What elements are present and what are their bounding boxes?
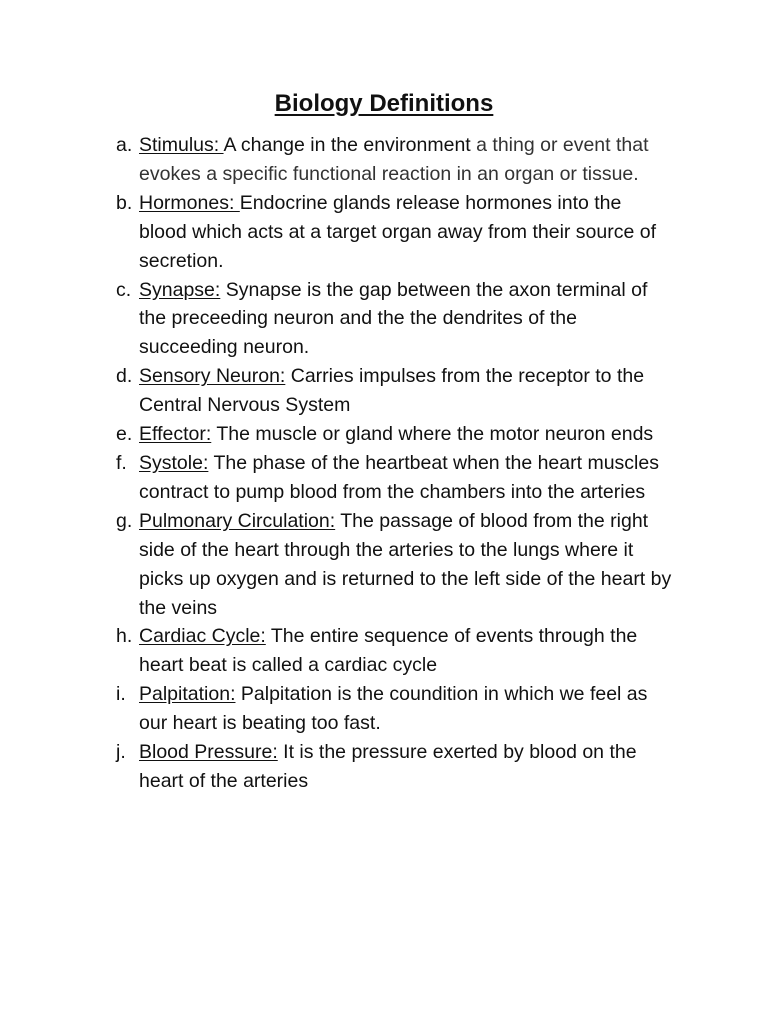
definition-term: Palpitation: xyxy=(139,683,236,706)
definition-item-pulmonary-circulation xyxy=(0,507,674,623)
definition-text-continued: a thing or event that evokes a specific functional reaction in an organ or tissue. xyxy=(139,134,649,185)
definition-text: The phase of the heartbeat when the heart muscles contract to pump blood from the chambers into the arteries xyxy=(139,451,659,503)
definition-term: Synapse: xyxy=(139,278,221,301)
definition-text: Palpitation is the coundition in which we feel as our heart is beating too fast. xyxy=(139,683,648,735)
list-letter: a. xyxy=(116,134,133,156)
definition-text: It is the pressure exerted by blood on the heart of the arteries xyxy=(139,741,637,792)
definition-item-palpitation xyxy=(0,680,674,738)
definition-text: A change in the environment xyxy=(223,134,471,156)
definition-item-sensory-neuron xyxy=(0,362,674,420)
definition-text: The passage of blood from the right side of the heart through the arteries to the lungs where it picks up oxygen and is returned to the left side of the heart by the veins xyxy=(139,509,672,619)
definition-term: Sensory Neuron: xyxy=(139,365,286,388)
definitions-list xyxy=(0,131,768,796)
definition-item-cardiac-cycle xyxy=(0,622,674,680)
document-title: Biology Definitions xyxy=(274,90,494,117)
definition-text: Synapse is the gap between the axon terminal of the preceeding neuron and the the dendrites of the succeeding neuron. xyxy=(139,278,648,359)
list-letter: e. xyxy=(116,423,133,446)
definition-item-systole xyxy=(0,449,674,507)
definition-term: Effector: xyxy=(139,423,212,446)
list-letter: c. xyxy=(116,278,132,301)
definition-item-synapse xyxy=(0,276,674,363)
list-letter: g. xyxy=(116,509,133,532)
definition-term: Cardiac Cycle: xyxy=(139,625,266,648)
list-letter: h. xyxy=(116,625,133,648)
list-letter: j. xyxy=(116,741,126,764)
list-letter: d. xyxy=(116,365,133,388)
definition-term: Blood Pressure: xyxy=(139,741,278,764)
list-letter: i. xyxy=(116,683,126,706)
definition-item-blood-pressure xyxy=(0,738,674,796)
definition-text: The entire sequence of events through the heart beat is called a cardiac cycle xyxy=(139,625,638,677)
definition-text: Carries impulses from the receptor to the Central Nervous System xyxy=(139,365,645,417)
list-letter: f. xyxy=(116,451,127,474)
definition-item-stimulus xyxy=(0,131,674,189)
definition-term: Systole: xyxy=(139,451,209,474)
list-letter: b. xyxy=(116,191,133,214)
definition-text: The muscle or gland where the motor neuron ends xyxy=(211,423,654,446)
definition-term: Stimulus: xyxy=(139,134,224,156)
definition-term: Pulmonary Circulation: xyxy=(139,509,336,532)
definition-item-hormones xyxy=(0,189,674,276)
definition-text: Endocrine glands release hormones into the blood which acts at a target organ away from their source of secretion. xyxy=(139,191,657,272)
definition-item-effector xyxy=(0,420,674,449)
definition-term: Hormones: xyxy=(139,191,240,214)
